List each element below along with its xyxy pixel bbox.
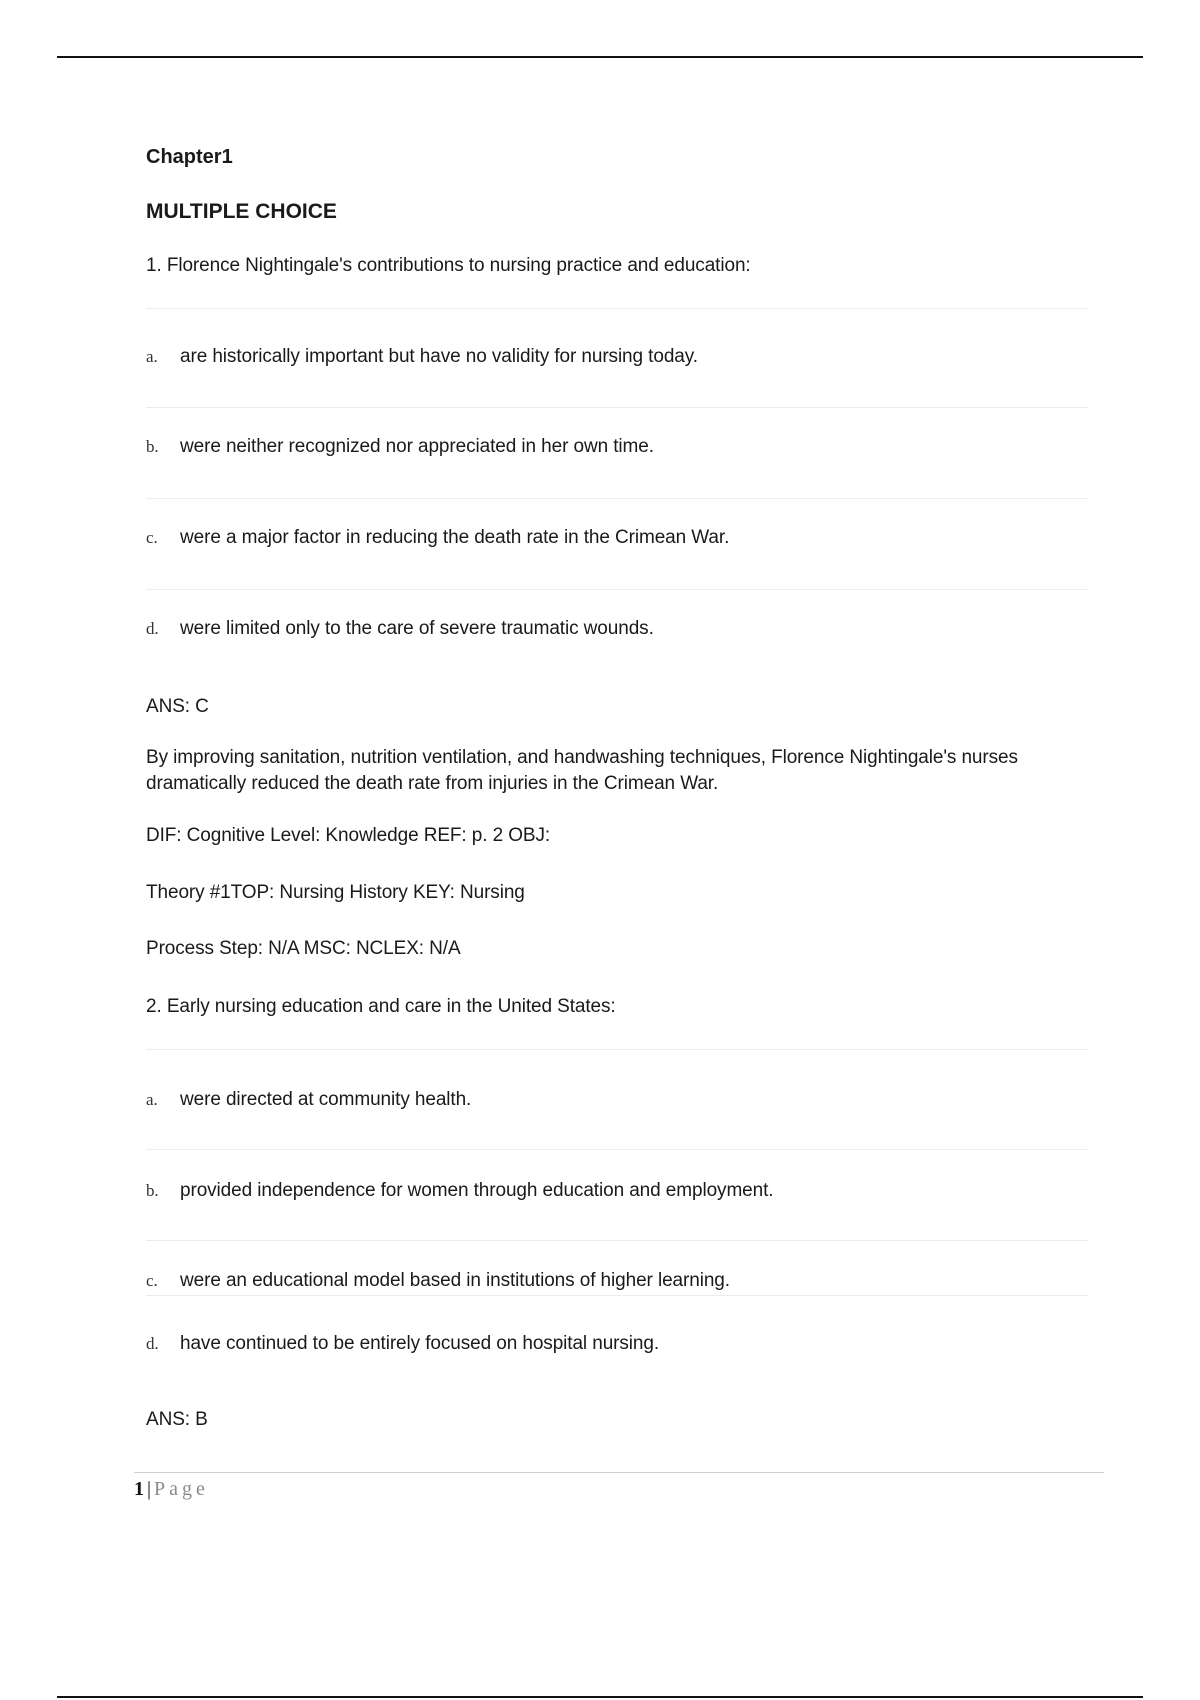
section-heading: MULTIPLE CHOICE: [146, 200, 337, 223]
divider: [146, 1049, 1088, 1050]
q1-meta-line-2: Theory #1TOP: Nursing History KEY: Nursing: [146, 882, 525, 903]
q1-option-a: [146, 344, 698, 370]
option-letter: b.: [146, 437, 159, 456]
page-label: Page: [154, 1478, 209, 1500]
divider: [146, 1149, 1088, 1150]
divider: [146, 589, 1088, 590]
option-letter: d.: [146, 619, 159, 638]
divider: [146, 1240, 1088, 1241]
footer-rule: [134, 1472, 1104, 1473]
q1-option-b: [146, 434, 654, 460]
question-1-text: 1. Florence Nightingale's contributions to nursing practice and education:: [146, 255, 751, 276]
q1-meta-line-3: Process Step: N/A MSC: NCLEX: N/A: [146, 938, 461, 959]
top-rule: [57, 56, 1143, 58]
q2-option-c: [146, 1268, 730, 1294]
chapter-title: Chapter1: [146, 146, 233, 168]
option-letter: b.: [146, 1181, 159, 1200]
q1-meta-line-1: DIF: Cognitive Level: Knowledge REF: p. 2 OBJ:: [146, 825, 551, 846]
divider: [146, 407, 1088, 408]
divider: [146, 498, 1088, 499]
option-text: were a major factor in reducing the death rate in the Crimean War.: [180, 527, 730, 548]
option-letter: d.: [146, 1334, 159, 1353]
option-text: are historically important but have no validity for nursing today.: [180, 346, 698, 367]
option-text: were an educational model based in institutions of higher learning.: [180, 1270, 730, 1291]
option-text: have continued to be entirely focused on hospital nursing.: [180, 1333, 660, 1354]
q2-option-b: [146, 1178, 773, 1204]
option-text: were neither recognized nor appreciated in her own time.: [180, 436, 654, 457]
q1-option-c: [146, 525, 729, 551]
page-separator: |: [147, 1478, 152, 1500]
q1-answer: ANS: C: [146, 696, 209, 717]
q1-rationale: By improving sanitation, nutrition ventilation, and handwashing techniques, Florence Nightingale's nurses dramatically reduced the death rate from injuries in the Crimean War.: [146, 747, 1018, 794]
option-letter: c.: [146, 528, 158, 547]
page-number: 1: [134, 1478, 144, 1500]
q2-option-a: [146, 1087, 471, 1113]
option-text: were directed at community health.: [180, 1089, 472, 1110]
divider: [146, 308, 1088, 309]
q2-option-d: [146, 1331, 659, 1357]
option-letter: a.: [146, 347, 158, 366]
page-footer: [134, 1478, 209, 1501]
divider: [146, 1295, 1088, 1296]
option-text: provided independence for women through education and employment.: [180, 1180, 774, 1201]
q2-answer: ANS: B: [146, 1409, 208, 1430]
option-letter: a.: [146, 1090, 158, 1109]
option-letter: c.: [146, 1271, 158, 1290]
q1-option-d: [146, 616, 654, 642]
bottom-rule: [57, 1696, 1143, 1698]
option-text: were limited only to the care of severe traumatic wounds.: [180, 618, 654, 639]
question-2-text: 2. Early nursing education and care in the United States:: [146, 996, 616, 1017]
